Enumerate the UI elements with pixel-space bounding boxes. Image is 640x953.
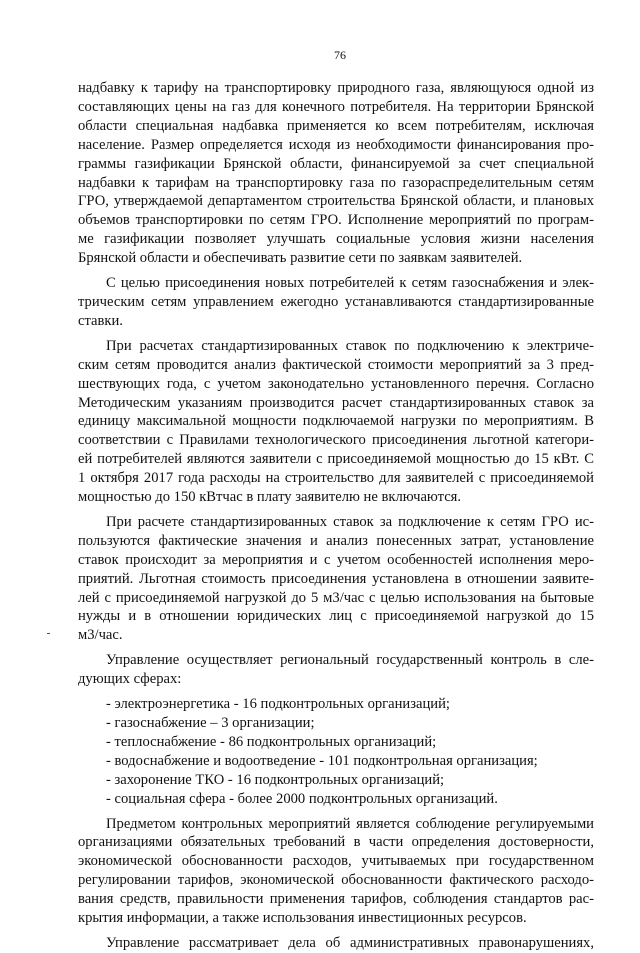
- text-line: Брянской области и обеспечивать развитие сети по заявкам заявителей.: [78, 250, 523, 267]
- text-line: шествующих года, с учетом законодательно установленного перечня. Согласно: [78, 375, 594, 392]
- paragraph-control-subject: [78, 815, 594, 928]
- list-item: - газоснабжение – 3 организации;: [106, 715, 315, 731]
- text-line: При расчете стандартизированных ставок за подключение к сетям ГРО ис-: [106, 513, 594, 530]
- list-item: - захоронение ТКО - 16 подконтрольных организаций;: [106, 771, 445, 788]
- paragraph-gro-rates: [78, 513, 594, 645]
- text-line: ставок происходит за мероприятия и с учетом особенностей исполнения меро-: [78, 551, 594, 568]
- paragraph-gas-surcharge: [78, 79, 594, 268]
- text-line: экономической обоснованности расходов, учитываемых при государственном: [78, 853, 594, 870]
- text-line: организациями обязательных требований в части определения достоверности,: [78, 834, 594, 851]
- margin-mark: [47, 633, 50, 634]
- text-line: м3/час.: [78, 627, 123, 644]
- text-line: трическим сетям управлением ежегодно устанавливаются стандартизированные: [78, 293, 594, 310]
- text-line: граммы газификации Брянской области, финансируемой за счет специальной: [78, 155, 594, 172]
- text-line: ме газификации позволяет улучшать социальные условия жизни населения: [78, 231, 594, 248]
- text-line: пользуются фактические значения и анализ понесенных затрат, установление: [78, 532, 594, 549]
- list-item: - электроэнергетика - 16 подконтрольных организаций;: [106, 696, 450, 713]
- list-item: - водоснабжение и водоотведение - 101 подконтрольная организация;: [106, 752, 538, 769]
- text-line: соответствии с Правилами технологического присоединения льготной категори-: [78, 432, 594, 449]
- text-line: мощностью до 150 кВтчас в плату заявителю не включаются.: [78, 489, 462, 506]
- text-line: Управление рассматривает дела об административных правонарушениях,: [106, 934, 594, 951]
- text-line: нужды и в отношении юридических лиц с присоединяемой нагрузкой до 15: [78, 608, 594, 625]
- control-spheres-list: [78, 695, 594, 808]
- text-line: Методическим указаниям производится расчет стандартизированных ставок за: [78, 394, 594, 411]
- body-text: [78, 79, 594, 953]
- paragraph-electric-rates: [78, 337, 594, 507]
- text-line: население. Размер определяется исходя из необходимости финансирования про-: [78, 136, 594, 153]
- text-line: области специальная надбавка применяется ко всем потребителям, исключая: [78, 117, 594, 134]
- text-line: 1 октября 2017 года расходы на строительство для заявителей с присоединяемой: [78, 470, 594, 487]
- text-line: крытия информации, а также использования инвестиционных ресурсов.: [78, 910, 527, 927]
- text-line: При расчетах стандартизированных ставок по подключению к электриче-: [106, 337, 594, 354]
- text-line: вания средств, правильности применения тарифов, соблюдения стандартов рас-: [78, 891, 594, 908]
- page-number: 76: [334, 48, 346, 62]
- list-item: - социальная сфера - более 2000 подконтрольных организаций.: [106, 790, 498, 807]
- paragraph-administrative-cases: [78, 934, 594, 953]
- paragraph-control-spheres: [78, 651, 594, 689]
- text-line: ГРО, утверждаемой департаментом строительства Брянской области, и плановых: [78, 193, 594, 210]
- text-line: ей потребителей являются заявители с присоединяемой мощностью до 15 кВт. С: [78, 451, 594, 468]
- text-line: надбавку к тарифу на транспортировку природного газа, являющуюся одной из: [78, 80, 594, 96]
- paragraph-standard-rates: [78, 274, 594, 331]
- text-line: Управление осуществляет региональный государственный контроль в сле-: [106, 652, 594, 669]
- text-line: регулировании тарифов, экономической обоснованности фактического расходо-: [78, 872, 594, 889]
- text-line: С целью присоединения новых потребителей к сетям газоснабжения и элек-: [106, 275, 594, 292]
- text-line: составляющих цены на газ для конечного потребителя. На территории Брянской: [78, 98, 594, 115]
- text-line: лей с присоединяемой нагрузкой до 5 м3/час с целью использования на бытовые: [78, 589, 594, 606]
- list-item: - теплоснабжение - 86 подконтрольных организаций;: [106, 733, 437, 750]
- text-line: объемов транспортировки по сетям ГРО. Исполнение мероприятий по програм-: [78, 212, 594, 229]
- text-line: ставки.: [78, 312, 123, 329]
- text-line: ским сетям проводится анализ фактической стоимости мероприятий за 3 пред-: [78, 356, 594, 373]
- text-line: Предметом контрольных мероприятий является соблюдение регулируемыми: [106, 815, 594, 832]
- text-line: дующих сферах:: [78, 671, 182, 688]
- text-line: приятий. Льготная стоимость присоединения установлена в отношении заявите-: [78, 570, 594, 587]
- text-line: надбавки к тарифам на транспортировку газа по газораспределительным сетям: [78, 174, 594, 191]
- text-line: единицу максимальной мощности подключаемой нагрузки по мероприятиям. В: [78, 413, 594, 430]
